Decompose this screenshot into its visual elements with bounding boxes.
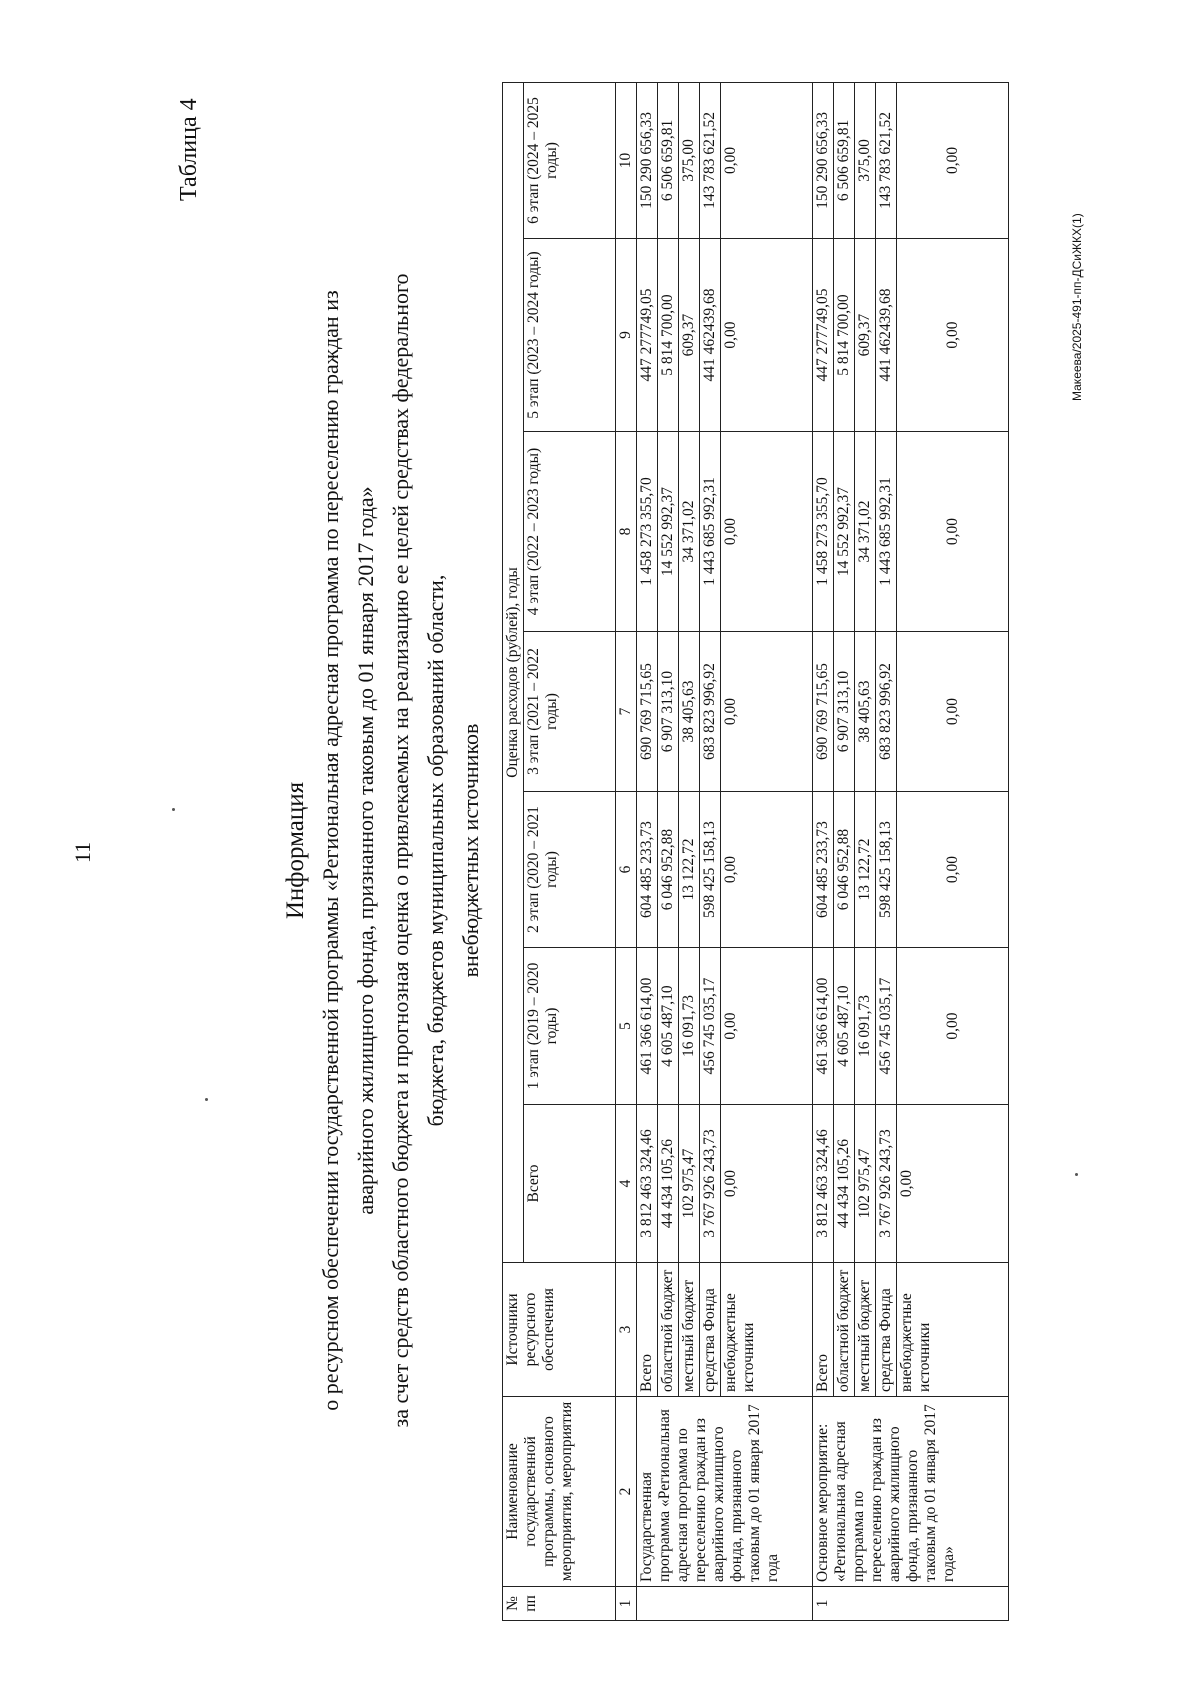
amount-cell: 604 485 233,73 xyxy=(813,792,834,948)
amount-cell: 683 823 996,92 xyxy=(700,632,721,792)
amount-cell: 14 552 992,37 xyxy=(658,432,679,632)
amount-cell: 690 769 715,65 xyxy=(813,632,834,792)
header-num: № пп xyxy=(503,1587,616,1621)
amount-cell: 0,00 xyxy=(897,432,1009,632)
amount-cell: 609,37 xyxy=(679,239,700,432)
column-number: 5 xyxy=(616,948,637,1105)
table-row xyxy=(658,82,679,1620)
table-row xyxy=(813,82,834,1620)
column-number: 1 xyxy=(616,1587,637,1621)
header-stage-2: 2 этап (2020 – 2021 годы) xyxy=(524,792,616,948)
amount-cell: 441 462439,68 xyxy=(700,239,721,432)
amount-cell: 34 371,02 xyxy=(855,432,876,632)
amount-cell: 34 371,02 xyxy=(679,432,700,632)
document-heading xyxy=(278,50,488,1651)
page-number: 11 xyxy=(70,841,95,863)
amount-cell: 456 745 035,17 xyxy=(876,948,897,1105)
funding-source: средства Фонда xyxy=(700,1263,721,1397)
funding-source: Всего xyxy=(813,1263,834,1397)
amount-cell: 5 814 700,00 xyxy=(834,239,855,432)
column-number: 4 xyxy=(616,1105,637,1263)
amount-cell: 3 767 926 243,73 xyxy=(876,1105,897,1263)
row-number xyxy=(637,1587,813,1621)
amount-cell: 690 769 715,65 xyxy=(637,632,658,792)
amount-cell: 5 814 700,00 xyxy=(658,239,679,432)
header-stage-3: 3 этап (2021 – 2022 годы) xyxy=(524,632,616,792)
amount-cell: 6 506 659,81 xyxy=(834,82,855,238)
amount-cell: 13 122,72 xyxy=(679,792,700,948)
header-stage-5: 5 этап (2023 – 2024 годы) xyxy=(524,239,616,432)
amount-cell: 0,00 xyxy=(721,432,813,632)
funding-source: местный бюджет xyxy=(679,1263,700,1397)
funding-source: областной бюджет xyxy=(834,1263,855,1397)
scan-speck xyxy=(1075,1173,1078,1176)
amount-cell: 6 506 659,81 xyxy=(658,82,679,238)
scan-speck xyxy=(205,1098,208,1101)
column-number: 8 xyxy=(616,432,637,632)
amount-cell: 6 907 313,10 xyxy=(834,632,855,792)
amount-cell: 0,00 xyxy=(897,948,1009,1105)
funding-source: местный бюджет xyxy=(855,1263,876,1397)
table-row xyxy=(679,82,700,1620)
heading-line: аварийного жилищного фонда, признанного таковым до 01 января 2017 года» xyxy=(353,486,378,1215)
amount-cell: 16 091,73 xyxy=(679,948,700,1105)
amount-cell: 1 443 685 992,31 xyxy=(700,432,721,632)
amount-cell: 4 605 487,10 xyxy=(834,948,855,1105)
amount-cell: 102 975,47 xyxy=(679,1105,700,1263)
amount-cell: 0,00 xyxy=(721,948,813,1105)
amount-cell: 6 046 952,88 xyxy=(658,792,679,948)
amount-cell: 375,00 xyxy=(679,82,700,238)
amount-cell: 375,00 xyxy=(855,82,876,238)
amount-cell: 0,00 xyxy=(897,792,1009,948)
table-row xyxy=(897,82,1009,1620)
amount-cell: 13 122,72 xyxy=(855,792,876,948)
table-label: Таблица 4 xyxy=(176,98,202,201)
amount-cell: 0,00 xyxy=(897,82,1009,238)
amount-cell: 16 091,73 xyxy=(855,948,876,1105)
amount-cell: 1 458 273 355,70 xyxy=(637,432,658,632)
table-row xyxy=(637,82,658,1620)
amount-cell: 1 458 273 355,70 xyxy=(813,432,834,632)
amount-cell: 0,00 xyxy=(897,632,1009,792)
amount-cell: 461 366 614,00 xyxy=(813,948,834,1105)
column-number: 6 xyxy=(616,792,637,948)
table-row xyxy=(721,82,813,1620)
amount-cell: 44 434 105,26 xyxy=(658,1105,679,1263)
amount-cell: 3 812 463 324,46 xyxy=(637,1105,658,1263)
amount-cell: 44 434 105,26 xyxy=(834,1105,855,1263)
amount-cell: 38 405,63 xyxy=(855,632,876,792)
column-number: 2 xyxy=(616,1397,637,1587)
amount-cell: 683 823 996,92 xyxy=(876,632,897,792)
heading-line: внебюджетных источников xyxy=(458,723,483,978)
column-number: 10 xyxy=(616,82,637,238)
amount-cell: 143 783 621,52 xyxy=(700,82,721,238)
amount-cell: 461 366 614,00 xyxy=(637,948,658,1105)
header-sources: Источники ресурсного обеспечения xyxy=(503,1263,616,1397)
amount-cell: 0,00 xyxy=(721,632,813,792)
heading-title: Информация xyxy=(282,781,309,920)
amount-cell: 143 783 621,52 xyxy=(876,82,897,238)
amount-cell: 0,00 xyxy=(897,239,1009,432)
amount-cell: 609,37 xyxy=(855,239,876,432)
amount-cell: 0,00 xyxy=(721,1105,813,1263)
scan-speck xyxy=(172,808,175,811)
amount-cell: 1 443 685 992,31 xyxy=(876,432,897,632)
amount-cell: 447 277749,05 xyxy=(637,239,658,432)
funding-source: внебюджетные источники xyxy=(721,1263,813,1397)
program-name: Государственная программа «Региональная адресная программа по переселению граждан из аварийного жилищного фонда, признанного таковым до 01 января 2017 года xyxy=(637,1397,813,1587)
resource-table xyxy=(502,82,1009,1621)
header-stage-1: 1 этап (2019 – 2020 годы) xyxy=(524,948,616,1105)
funding-source: Всего xyxy=(637,1263,658,1397)
table-body xyxy=(637,82,1009,1620)
amount-cell: 3 812 463 324,46 xyxy=(813,1105,834,1263)
table-row xyxy=(700,82,721,1620)
amount-cell: 150 290 656,33 xyxy=(813,82,834,238)
heading-line: бюджета, бюджетов муниципальных образований области, xyxy=(423,574,448,1127)
table-row xyxy=(834,82,855,1620)
table-row xyxy=(876,82,897,1620)
amount-cell: 0,00 xyxy=(721,82,813,238)
amount-cell: 3 767 926 243,73 xyxy=(700,1105,721,1263)
amount-cell: 0,00 xyxy=(897,1105,1009,1263)
table-row xyxy=(855,82,876,1620)
funding-source: внебюджетные источники xyxy=(897,1263,1009,1397)
amount-cell: 102 975,47 xyxy=(855,1105,876,1263)
header-estimate: Оценка расходов (рублей), годы xyxy=(503,82,524,1262)
header-total: Всего xyxy=(524,1105,616,1263)
program-name: Основное мероприятие: «Региональная адресная программа по переселению граждан из аварийного жилищного фонда, признанного таковым до 01 января 2017 года» xyxy=(813,1397,1009,1587)
amount-cell: 441 462439,68 xyxy=(876,239,897,432)
amount-cell: 14 552 992,37 xyxy=(834,432,855,632)
heading-line: за счет средств областного бюджета и прогнозная оценка о привлекаемых на реализацию ее целей средствах федерального xyxy=(388,273,413,1428)
amount-cell: 38 405,63 xyxy=(679,632,700,792)
amount-cell: 598 425 158,13 xyxy=(876,792,897,948)
amount-cell: 150 290 656,33 xyxy=(637,82,658,238)
amount-cell: 598 425 158,13 xyxy=(700,792,721,948)
heading-line: о ресурсном обеспечении государственной программы «Региональная адресная программа по переселению граждан из xyxy=(318,290,343,1411)
amount-cell: 604 485 233,73 xyxy=(637,792,658,948)
funding-source: средства Фонда xyxy=(876,1263,897,1397)
header-stage-4: 4 этап (2022 – 2023 годы) xyxy=(524,432,616,632)
amount-cell: 6 046 952,88 xyxy=(834,792,855,948)
column-number: 7 xyxy=(616,632,637,792)
amount-cell: 0,00 xyxy=(721,239,813,432)
row-number: 1 xyxy=(813,1587,1009,1621)
amount-cell: 0,00 xyxy=(721,792,813,948)
amount-cell: 6 907 313,10 xyxy=(658,632,679,792)
amount-cell: 447 277749,05 xyxy=(813,239,834,432)
document-footer: Макеева/2025-491-пп-ДСиЖКХ(1) xyxy=(1070,213,1084,401)
column-number: 9 xyxy=(616,239,637,432)
header-name: Наименование государственной программы, основного мероприятия, мероприятия xyxy=(503,1397,616,1587)
column-number: 3 xyxy=(616,1263,637,1397)
amount-cell: 4 605 487,10 xyxy=(658,948,679,1105)
header-stage-6: 6 этап (2024 – 2025 годы) xyxy=(524,82,616,238)
amount-cell: 456 745 035,17 xyxy=(700,948,721,1105)
funding-source: областной бюджет xyxy=(658,1263,679,1397)
